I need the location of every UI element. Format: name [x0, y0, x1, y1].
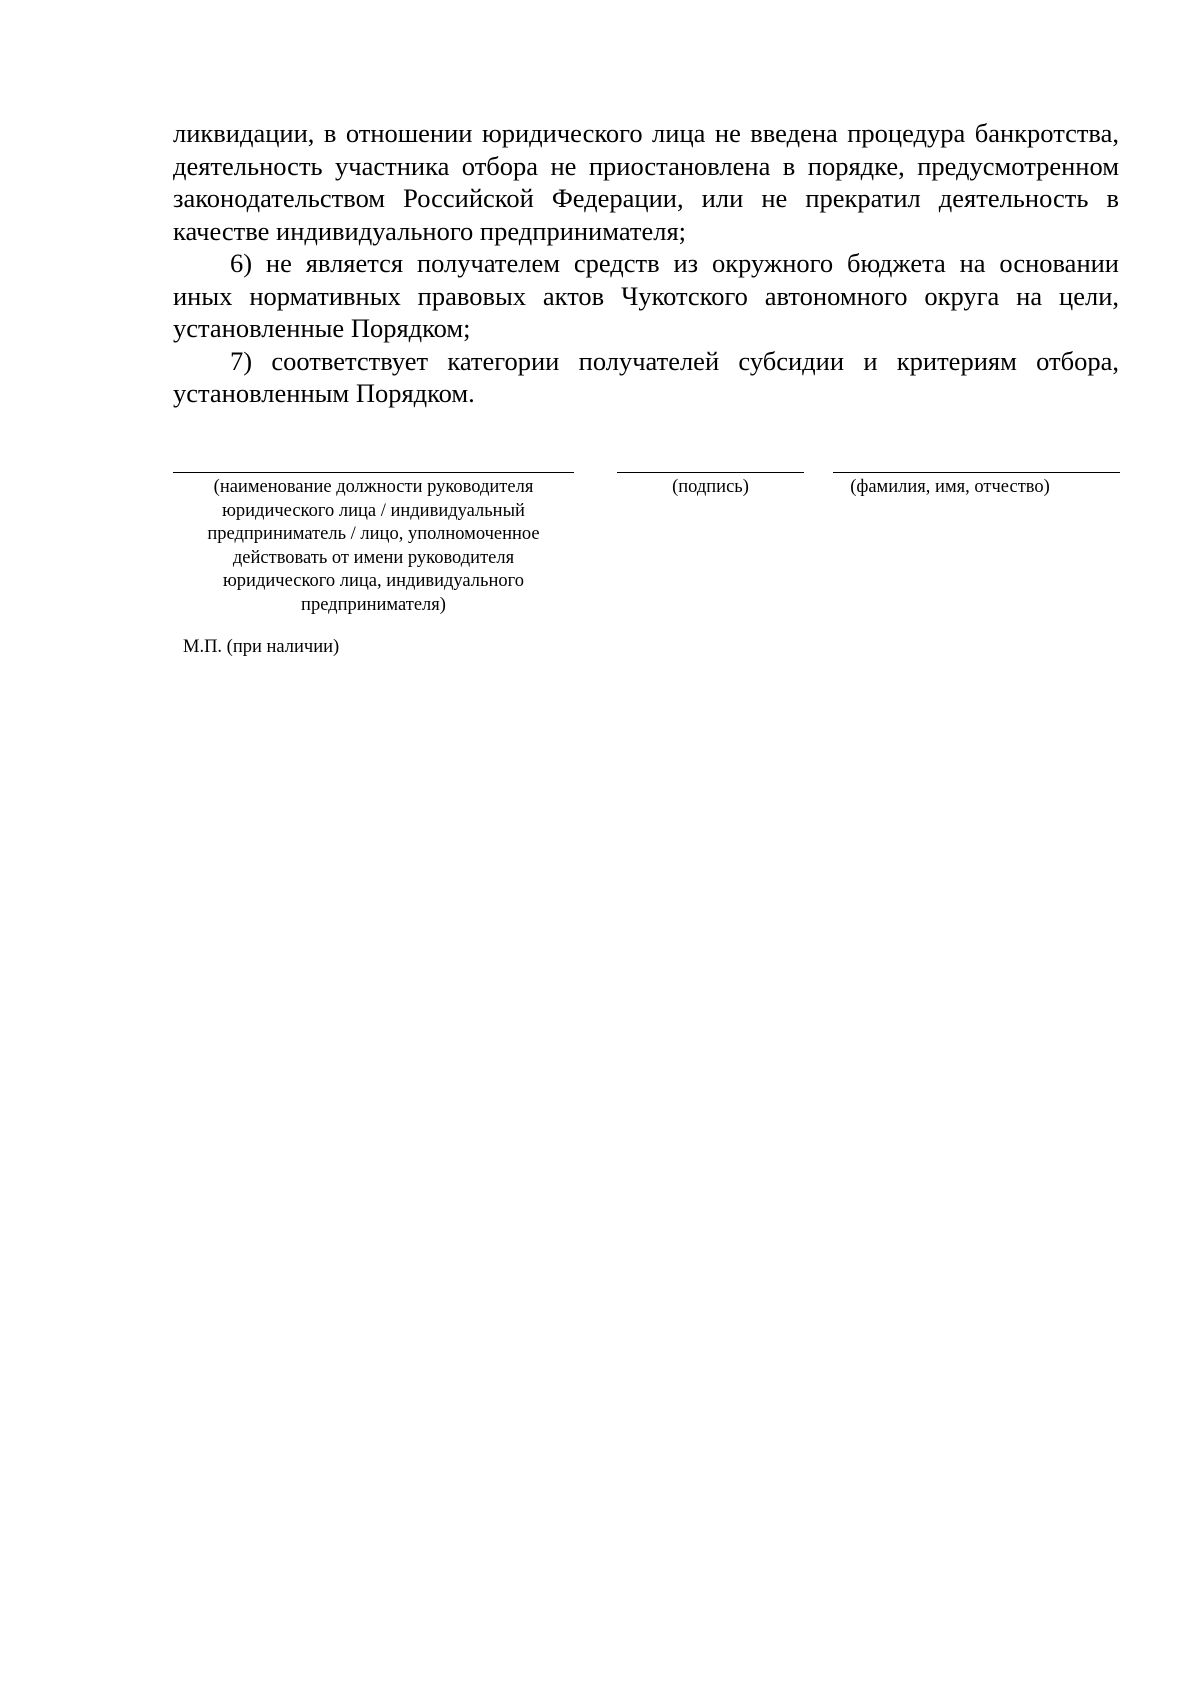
- position-caption-line: юридического лица, индивидуального: [222, 571, 524, 591]
- position-signature-line: [173, 472, 574, 473]
- signature-line: [617, 472, 804, 473]
- signature-caption: (подпись): [672, 477, 749, 497]
- paragraph-liquidation: ликвидации, в отношении юридического лица не введена процедура банкротства, деятельность участника отбора не приостановлена в порядке, предусмотренном законодательством Российской Федерации, или не прекратил деятельность в качестве индивидуального предпринимателя;: [173, 118, 1119, 246]
- name-caption: (фамилия, имя, отчество): [850, 477, 1050, 497]
- position-caption-line: предпринимателя): [301, 594, 446, 615]
- position-caption-line: юридического лица / индивидуальный: [222, 500, 525, 521]
- name-signature-line: [833, 472, 1120, 473]
- position-caption-line: предприниматель / лицо, уполномоченное: [207, 524, 540, 544]
- position-caption-line: (наименование должности руководителя: [213, 477, 534, 497]
- stamp-note: М.П. (при наличии): [183, 637, 340, 657]
- paragraph-item-6: 6) не является получателем средств из окружного бюджета на основании иных нормативных правовых актов Чукотского автономного округа на цели, установленные Порядком;: [173, 248, 1119, 343]
- position-caption: [173, 476, 574, 617]
- position-caption-line: действовать от имени руководителя: [232, 547, 515, 568]
- paragraph-item-7: 7) соответствует категории получателей субсидии и критериям отбора, установленным Порядком.: [173, 345, 1119, 408]
- body-text: [173, 117, 1119, 410]
